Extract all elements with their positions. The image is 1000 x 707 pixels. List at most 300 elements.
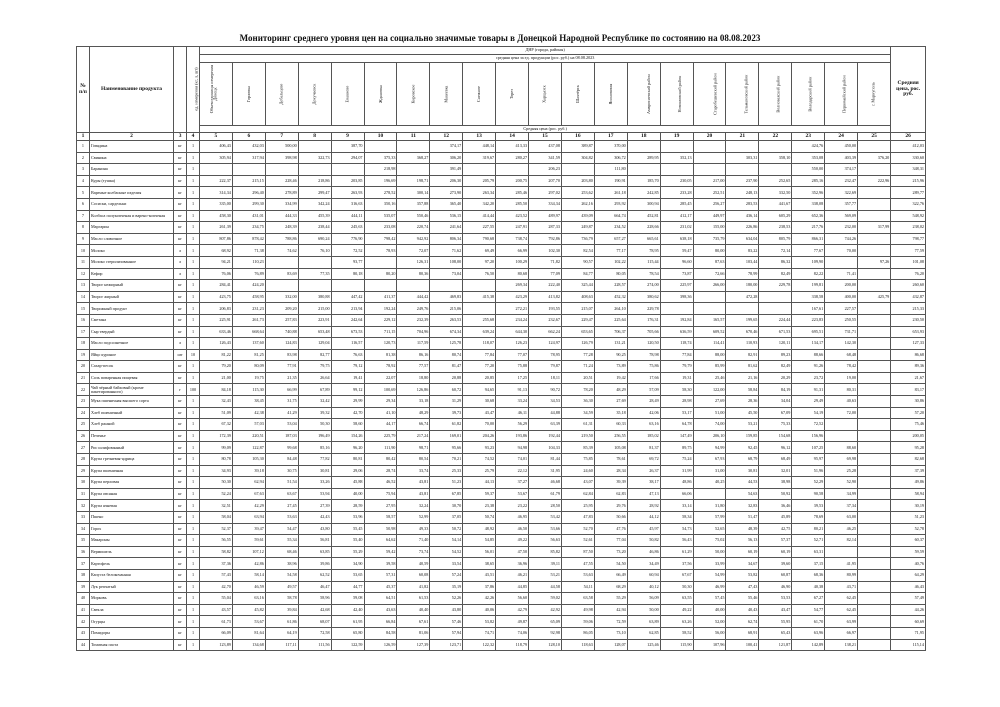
price-cell: 99,12 xyxy=(331,384,364,396)
price-cell: 54,19 xyxy=(792,407,825,419)
price-cell: 247,91 xyxy=(496,222,529,234)
price-cell: 111,80 xyxy=(594,164,627,176)
price-cell: 80,20 xyxy=(364,268,397,280)
price-cell: 50,82 xyxy=(627,535,660,547)
price-cell: 28,36 xyxy=(726,396,759,408)
price-cell: 134,68 xyxy=(232,639,265,651)
price-cell: 63,89 xyxy=(627,616,660,628)
price-cell: 56,29 xyxy=(496,419,529,431)
price-cell: 128,10 xyxy=(529,639,562,651)
price-cell: 59,06 xyxy=(561,616,594,628)
row-index: 1 xyxy=(77,141,90,153)
document-title: Мониторинг среднего уровня цен на социально значимые товары в Донецкой Народной Республике по состоянию на 08.08.2023 xyxy=(239,33,761,43)
price-cell: 84,77 xyxy=(561,268,594,280)
price-cell: 56,63 xyxy=(529,535,562,547)
price-cell: 122,00 xyxy=(693,384,726,396)
price-cell: 56,00 xyxy=(693,627,726,639)
table-row xyxy=(77,291,926,303)
unit-cell: шт xyxy=(174,349,187,361)
price-cell: 88,66 xyxy=(792,349,825,361)
price-cell: 376,20 xyxy=(858,152,891,164)
column-number: 15 xyxy=(529,133,562,141)
price-cell: 42,94 xyxy=(594,604,627,616)
price-cell: 358,10 xyxy=(759,152,792,164)
price-cell: 352,13 xyxy=(660,152,693,164)
table-row xyxy=(77,454,926,466)
price-cell: 47,55 xyxy=(561,558,594,570)
price-cell: 62,94 xyxy=(232,477,265,489)
price-cell: 263,34 xyxy=(463,187,496,199)
price-cell xyxy=(693,291,726,303)
price-cell: 227,57 xyxy=(825,303,858,315)
product-name: Сосиски, сардельки xyxy=(89,198,173,210)
price-cell: 652,36 xyxy=(792,210,825,222)
column-number: 18 xyxy=(627,133,660,141)
product-name: Помидоры xyxy=(89,627,173,639)
price-cell: 99,09 xyxy=(199,442,232,454)
price-cell: 374,17 xyxy=(430,141,463,153)
price-cell xyxy=(397,141,430,153)
price-cell xyxy=(693,164,726,176)
price-cell: 233,08 xyxy=(364,222,397,234)
price-cell: 74,00 xyxy=(693,419,726,431)
price-cell xyxy=(858,396,891,408)
price-cell xyxy=(496,164,529,176)
price-cell: 39,53 xyxy=(792,500,825,512)
price-cell: 203,80 xyxy=(561,175,594,187)
price-cell: 63,00 xyxy=(825,512,858,524)
price-cell: 49,98 xyxy=(561,604,594,616)
price-cell: 58,60 xyxy=(331,419,364,431)
unit-cell: кг xyxy=(174,303,187,315)
price-cell: 78,42 xyxy=(825,361,858,373)
price-cell: 51,23 xyxy=(430,477,463,489)
price-cell: 278,52 xyxy=(364,187,397,199)
price-cell xyxy=(726,303,759,315)
price-cell: 118,63 xyxy=(561,639,594,651)
price-cell: 97,20 xyxy=(463,256,496,268)
price-cell: 118,07 xyxy=(463,338,496,350)
row-index: 8 xyxy=(77,222,90,234)
column-number: 19 xyxy=(660,133,693,141)
price-cell: 284,41 xyxy=(199,280,232,292)
price-cell: 374,17 xyxy=(825,164,858,176)
unit-cell: кг xyxy=(174,500,187,512)
price-cell: 78,69 xyxy=(792,512,825,524)
price-cell: 39,60 xyxy=(759,558,792,570)
price-cell: 273,90 xyxy=(430,187,463,199)
price-cell: 95,66 xyxy=(430,442,463,454)
unit-cell: кг xyxy=(174,535,187,547)
price-cell: 283,53 xyxy=(726,198,759,210)
volume-cell: 1 xyxy=(187,500,200,512)
product-name: Хлеб ржаной xyxy=(89,419,173,431)
price-cell xyxy=(858,314,891,326)
price-cell: 49,22 xyxy=(496,535,529,547)
price-cell: 232,39 xyxy=(397,314,430,326)
price-cell: 71,24 xyxy=(561,361,594,373)
price-cell: 66,74 xyxy=(397,419,430,431)
average-price-cell: 76,20 xyxy=(891,268,926,280)
price-cell: 45,97 xyxy=(627,523,660,535)
price-cell: 42,26 xyxy=(463,593,496,605)
price-cell: 52,29 xyxy=(792,477,825,489)
price-cell: 670,46 xyxy=(726,326,759,338)
price-cell: 80,42 xyxy=(364,454,397,466)
price-cell: 319,67 xyxy=(463,152,496,164)
price-cell: 78,20 xyxy=(561,384,594,396)
price-cell: 57,31 xyxy=(364,569,397,581)
column-number: 26 xyxy=(891,133,926,141)
unit-cell: кг xyxy=(174,280,187,292)
table-row xyxy=(77,326,926,338)
col-header-city: Горловка xyxy=(232,63,265,126)
price-cell: 261,18 xyxy=(594,187,627,199)
price-cell: 43,51 xyxy=(463,569,496,581)
price-cell: 253,62 xyxy=(561,187,594,199)
price-cell: 269,34 xyxy=(496,280,529,292)
row-index: 26 xyxy=(77,430,90,442)
price-cell: 88,60 xyxy=(825,442,858,454)
price-cell: 41,29 xyxy=(265,407,298,419)
price-cell: 56,43 xyxy=(660,535,693,547)
price-cell: 123,71 xyxy=(430,639,463,651)
average-price-cell: 86,68 xyxy=(891,349,926,361)
col-header-city: Старобешевский район xyxy=(693,63,726,126)
price-cell: 731,71 xyxy=(825,326,858,338)
price-cell: 53,67 xyxy=(496,488,529,500)
price-cell: 94,99 xyxy=(693,442,726,454)
price-cell: 232,47 xyxy=(825,175,858,187)
price-cell: 76,10 xyxy=(298,245,331,257)
price-cell: 231,23 xyxy=(232,303,265,315)
price-cell: 102,30 xyxy=(529,245,562,257)
price-cell xyxy=(430,280,463,292)
price-cell: 338,08 xyxy=(792,198,825,210)
price-cell: 40,63 xyxy=(825,396,858,408)
price-cell xyxy=(364,141,397,153)
unit-cell: кг xyxy=(174,430,187,442)
row-index: 5 xyxy=(77,187,90,199)
price-cell: 31,99 xyxy=(660,465,693,477)
price-cell: 736,79 xyxy=(561,233,594,245)
price-cell xyxy=(693,152,726,164)
col-header-city: Донецк xyxy=(199,63,232,126)
volume-cell: 1 xyxy=(187,604,200,616)
price-cell: 227,55 xyxy=(463,222,496,234)
price-cell: 46,99 xyxy=(693,581,726,593)
price-cell: 40,40 xyxy=(397,604,430,616)
price-cell: 64,62 xyxy=(364,535,397,547)
price-cell: 776,90 xyxy=(331,233,364,245)
price-cell: 147,49 xyxy=(660,430,693,442)
price-cell: 74,71 xyxy=(463,627,496,639)
average-price-cell: 238,02 xyxy=(891,222,926,234)
price-cell xyxy=(858,338,891,350)
volume-cell: 1 xyxy=(187,523,200,535)
price-cell: 424,76 xyxy=(792,141,825,153)
volume-cell: 1 xyxy=(187,152,200,164)
price-cell: 53,63 xyxy=(265,512,298,524)
row-index: 28 xyxy=(77,454,90,466)
price-cell: 56,55 xyxy=(199,535,232,547)
unit-cell: кг xyxy=(174,627,187,639)
price-cell: 55,95 xyxy=(759,616,792,628)
table-row xyxy=(77,627,926,639)
col-header-city: Волновахский район xyxy=(759,63,792,126)
price-cell: 248,13 xyxy=(726,187,759,199)
price-cell: 238,53 xyxy=(759,222,792,234)
price-cell: 42,92 xyxy=(529,604,562,616)
price-cell xyxy=(858,268,891,280)
price-cell: 469,83 xyxy=(430,291,463,303)
row-index: 9 xyxy=(77,233,90,245)
column-number: 10 xyxy=(364,133,397,141)
price-cell: 43,81 xyxy=(397,477,430,489)
price-cell: 33,99 xyxy=(693,558,726,570)
price-cell xyxy=(858,604,891,616)
average-price-cell: 58,94 xyxy=(891,488,926,500)
product-name: Куры (тушка) xyxy=(89,175,173,187)
price-cell: 57,24 xyxy=(430,569,463,581)
price-cell: 28,34 xyxy=(594,465,627,477)
price-cell: 52,90 xyxy=(825,477,858,489)
price-cell: 40,00 xyxy=(693,604,726,616)
price-cell: 63,55 xyxy=(660,593,693,605)
price-cell: 353,08 xyxy=(792,152,825,164)
price-cell: 109,90 xyxy=(792,256,825,268)
product-name: Масло сливочное xyxy=(89,233,173,245)
col-header-region-group: ДНР (города, районы) xyxy=(199,47,890,55)
unit-cell: кг xyxy=(174,546,187,558)
unit-cell: г xyxy=(174,384,187,396)
price-cell: 103,44 xyxy=(726,256,759,268)
price-cell: 66,49 xyxy=(594,569,627,581)
price-cell xyxy=(858,477,891,489)
col-header-city: Дебальцево xyxy=(265,63,298,126)
average-price-cell: 59,59 xyxy=(891,546,926,558)
price-cell: 62,52 xyxy=(298,569,331,581)
price-cell: 120,73 xyxy=(364,338,397,350)
price-cell: 225,64 xyxy=(594,314,627,326)
price-cell: 472,28 xyxy=(726,291,759,303)
price-cell: 40,25 xyxy=(693,477,726,489)
price-cell xyxy=(858,245,891,257)
row-index: 41 xyxy=(77,604,90,616)
price-cell: 81,06 xyxy=(397,627,430,639)
price-cell: 450,00 xyxy=(825,141,858,153)
price-cell: 639,24 xyxy=(463,326,496,338)
price-cell xyxy=(858,558,891,570)
price-cell: 73,74 xyxy=(397,546,430,558)
price-cell: 63,94 xyxy=(232,512,265,524)
product-name: Крупа гречневая-ядрица xyxy=(89,454,173,466)
price-cell: 52,24 xyxy=(199,488,232,500)
price-cell: 77,91 xyxy=(265,361,298,373)
price-cell: 124,97 xyxy=(529,338,562,350)
price-cell: 72,07 xyxy=(397,245,430,257)
price-cell: 47,83 xyxy=(561,512,594,524)
price-cell: 222,96 xyxy=(858,175,891,187)
price-cell xyxy=(858,581,891,593)
average-price-cell: 64,29 xyxy=(891,569,926,581)
row-index: 38 xyxy=(77,569,90,581)
price-cell xyxy=(858,326,891,338)
price-cell: 20,85 xyxy=(463,372,496,384)
price-cell xyxy=(463,303,496,315)
price-cell: 53,66 xyxy=(529,523,562,535)
row-index: 31 xyxy=(77,488,90,500)
average-price-cell: 21,67 xyxy=(891,372,926,384)
price-cell: 126,23 xyxy=(496,338,529,350)
price-cell: 80,78 xyxy=(199,454,232,466)
price-cell: 27,39 xyxy=(298,500,331,512)
average-price-cell: 44,26 xyxy=(891,604,926,616)
price-cell: 38,96 xyxy=(265,558,298,570)
column-number: 13 xyxy=(463,133,496,141)
product-name: Картофель xyxy=(89,558,173,570)
price-cell: 287,33 xyxy=(529,222,562,234)
price-cell: 69,49 xyxy=(463,245,496,257)
price-cell: 807,86 xyxy=(199,233,232,245)
price-cell: 165,57 xyxy=(693,314,726,326)
price-cell: 84,18 xyxy=(199,384,232,396)
price-cell: 46,50 xyxy=(496,523,529,535)
price-cell: 380,62 xyxy=(627,291,660,303)
price-cell: 98,71 xyxy=(397,442,430,454)
price-cell: 30,75 xyxy=(265,465,298,477)
price-cell: 44,13 xyxy=(463,477,496,489)
price-cell: 63,67 xyxy=(265,488,298,500)
volume-cell: 1 xyxy=(187,430,200,442)
price-cell: 39,84 xyxy=(265,604,298,616)
price-cell: 70,00 xyxy=(825,245,858,257)
price-cell: 52,65 xyxy=(693,523,726,535)
price-cell: 37,56 xyxy=(660,558,693,570)
price-cell: 40,38 xyxy=(792,581,825,593)
price-cell: 54,73 xyxy=(660,523,693,535)
price-cell: 48,29 xyxy=(594,384,627,396)
price-cell: 42,79 xyxy=(496,604,529,616)
price-cell xyxy=(759,291,792,303)
price-cell: 76,89 xyxy=(232,268,265,280)
average-price-cell: 46,43 xyxy=(891,581,926,593)
price-cell: 126,59 xyxy=(364,639,397,651)
price-cell: 744,26 xyxy=(825,233,858,245)
price-cell: 131,21 xyxy=(594,338,627,350)
price-cell: 45,37 xyxy=(364,581,397,593)
price-cell: 53,63 xyxy=(561,569,594,581)
price-cell: 47,50 xyxy=(496,546,529,558)
price-cell: 30,81 xyxy=(298,465,331,477)
price-cell: 65,09 xyxy=(529,616,562,628)
price-cell: 59,08 xyxy=(331,593,364,605)
price-cell: 81,62 xyxy=(726,361,759,373)
column-number: 1 xyxy=(77,133,90,141)
price-cell xyxy=(858,454,891,466)
price-cell: 229,78 xyxy=(627,303,660,315)
volume-cell: 1 xyxy=(187,616,200,628)
price-cell: 46,95 xyxy=(496,512,529,524)
price-cell: 88,00 xyxy=(693,349,726,361)
col-header-city: Тельмановский район xyxy=(726,63,759,126)
price-cell: 82,49 xyxy=(759,268,792,280)
product-name: Пшено xyxy=(89,512,173,524)
price-cell xyxy=(858,384,891,396)
product-name: Крупа овсяная xyxy=(89,488,173,500)
price-cell: 78,98 xyxy=(627,349,660,361)
price-cell: 249,87 xyxy=(561,222,594,234)
price-cell: 54,99 xyxy=(693,569,726,581)
price-cell: 228,46 xyxy=(265,175,298,187)
price-cell: 54,52 xyxy=(430,546,463,558)
col-header-city: г. Мариуполь xyxy=(858,63,891,126)
price-cell: 58,34 xyxy=(660,512,693,524)
table-row xyxy=(77,338,926,350)
price-cell: 334,34 xyxy=(529,198,562,210)
table-row xyxy=(77,233,926,245)
volume-cell: 1 xyxy=(187,141,200,153)
unit-cell: кг xyxy=(174,616,187,628)
price-cell: 82,54 xyxy=(561,245,594,257)
table-row xyxy=(77,314,926,326)
price-cell: 72,52 xyxy=(331,245,364,257)
price-cell: 73,89 xyxy=(594,361,627,373)
table-row xyxy=(77,465,926,477)
price-cell: 342,20 xyxy=(463,198,496,210)
price-cell: 61,73 xyxy=(199,616,232,628)
price-cell: 68,91 xyxy=(726,627,759,639)
price-cell xyxy=(298,256,331,268)
price-cell: 46,90 xyxy=(759,581,792,593)
price-cell: 206,30 xyxy=(430,175,463,187)
volume-cell: 1 xyxy=(187,372,200,384)
price-cell: 398,98 xyxy=(265,152,298,164)
price-cell: 58,52 xyxy=(660,627,693,639)
price-cell: 226,86 xyxy=(726,222,759,234)
price-cell: 77,17 xyxy=(594,245,627,257)
price-cell: 415,38 xyxy=(463,291,496,303)
col-header-volume: Объем единицы измерения xyxy=(187,47,200,133)
price-cell: 48,29 xyxy=(397,407,430,419)
price-cell: 62,84 xyxy=(561,488,594,500)
price-cell: 87,50 xyxy=(561,546,594,558)
column-number: 5 xyxy=(199,133,232,141)
price-cell: 452,81 xyxy=(627,210,660,222)
unit-cell: кг xyxy=(174,152,187,164)
price-cell: 56,81 xyxy=(298,535,331,547)
unit-cell: кг xyxy=(174,465,187,477)
average-price-cell: 200,05 xyxy=(891,430,926,442)
price-cell: 46,11 xyxy=(496,407,529,419)
price-cell: 67,85 xyxy=(430,488,463,500)
price-cell: 65,80 xyxy=(331,627,364,639)
price-cell: 408,63 xyxy=(561,291,594,303)
price-cell: 317,99 xyxy=(858,222,891,234)
price-cell: 86,16 xyxy=(397,349,430,361)
price-cell: 125,78 xyxy=(430,338,463,350)
price-cell: 27,69 xyxy=(693,396,726,408)
price-cell: 83,69 xyxy=(265,268,298,280)
price-cell xyxy=(726,141,759,153)
price-cell: 79,79 xyxy=(660,361,693,373)
price-cell: 43,47 xyxy=(759,604,792,616)
price-cell: 40,06 xyxy=(463,604,496,616)
price-cell: 423,29 xyxy=(496,291,529,303)
price-cell: 232,67 xyxy=(529,314,562,326)
price-cell: 63,96 xyxy=(792,627,825,639)
price-cell: 77,28 xyxy=(561,349,594,361)
